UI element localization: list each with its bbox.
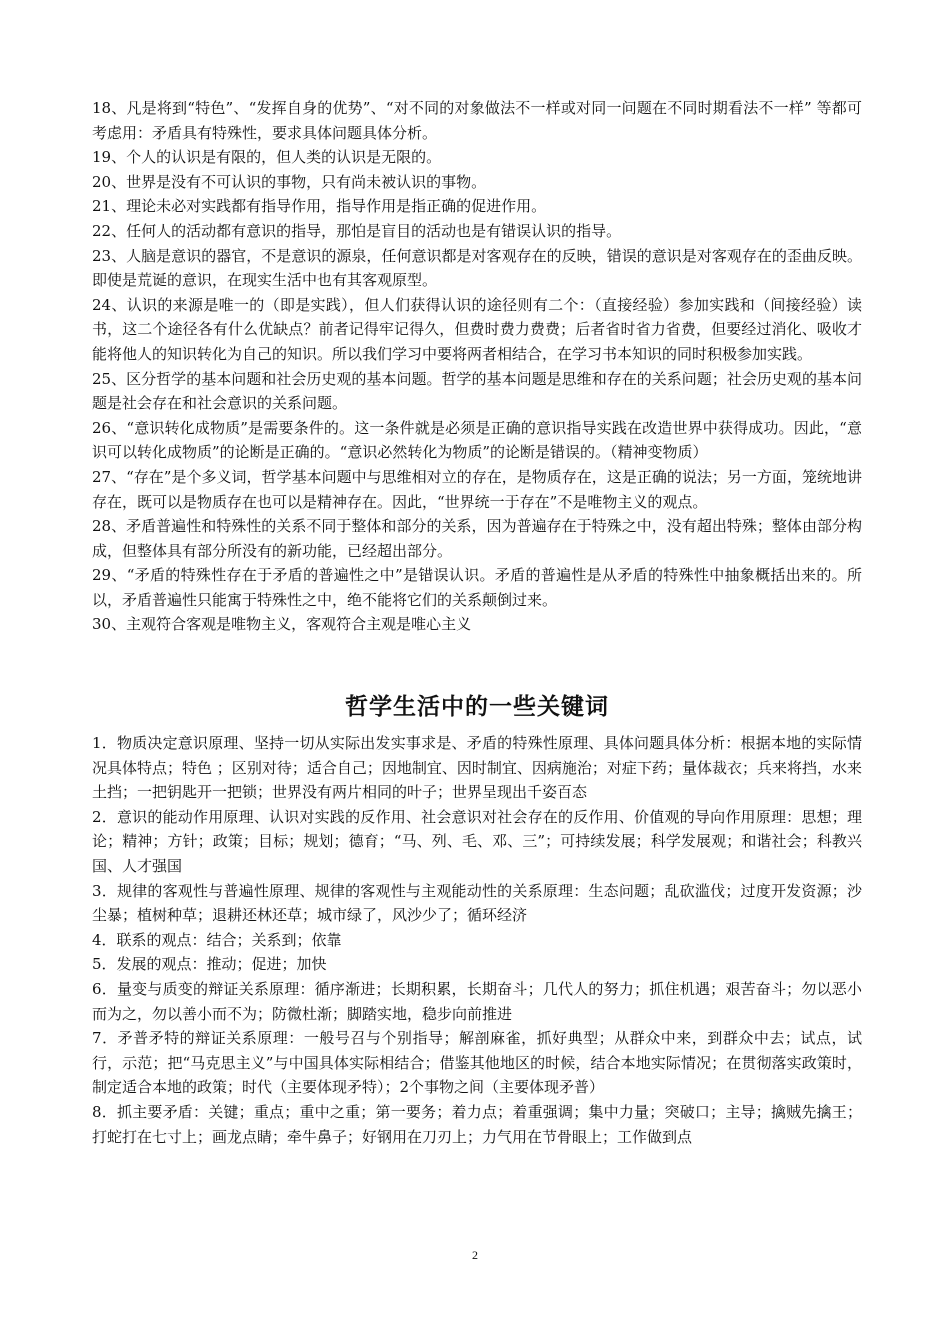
list-item: 4．联系的观点：结合；关系到；依靠 bbox=[92, 930, 342, 949]
list-item: 2．意识的能动作用原理、认识对实践的反作用、社会意识对社会存在的反作用、价值观的导向作用原理：思想；理论；精神；方针；政策；目标；规划；德育；“马、列、毛、邓、三”；可持续发展；科学发展观；和谐社会；科教兴国、人才强国 bbox=[92, 807, 862, 876]
list-item: 1．物质决定意识原理、坚持一切从实际出发实事求是、矛盾的特殊性原理、具体问题具体分析：根据本地的实际情况具体特点；特色 ；区别对待；适合自己；因地制宜、因时制宜、因病施治；对症下药；量体裁衣；兵来将挡，水来土挡；一把钥匙开一把锁；世界没有两片相同的叶子；世界呈现出千姿百态 bbox=[92, 734, 862, 802]
list-item: 24、认识的来源是唯一的（即是实践），但人们获得认识的途径则有二个：（直接经验）参加实践和（间接经验）读书，这二个途径各有什么优缺点？前者记得牢记得久，但费时费力费费；后者省时省力省费，但要经过消化、吸收才能将他人的知识转化为自己的知识。所以我们学习中要将两者相结合，在学习书本知识的同时积极参加实践。 bbox=[92, 295, 862, 363]
list-item: 19、个人的认识是有限的，但人类的认识是无限的。 bbox=[92, 148, 442, 167]
list-item: 30、主观符合客观是唯物主义，客观符合主观是唯心主义 bbox=[92, 615, 472, 634]
section-title: 哲学生活中的一些关键词 bbox=[345, 694, 609, 721]
section-spacer bbox=[92, 637, 862, 689]
second-section bbox=[92, 689, 862, 1149]
document-page bbox=[92, 96, 862, 1149]
list-item: 20、世界是没有不可认识的事物，只有尚未被认识的事物。 bbox=[92, 172, 487, 191]
list-item: 6．量变与质变的辩证关系原理：循序渐进；长期积累，长期奋斗；几代人的努力；抓住机遇；艰苦奋斗；勿以恶小而为之，勿以善小而不为；防微杜渐；脚踏实地，稳步向前推进 bbox=[92, 980, 862, 1023]
list-item: 18、凡是将到“特色”、“发挥自身的优势”、“对不同的对象做法不一样或对同一问题在不同时期看法不一样” 等都可考虑用：矛盾具有特殊性，要求具体问题具体分析。 bbox=[92, 99, 862, 142]
list-item: 8．抓主要矛盾：关键；重点；重中之重；第一要务；着力点；着重强调；集中力量；突破口；主导；擒贼先擒王；打蛇打在七寸上；画龙点睛；牵牛鼻子；好钢用在刀刃上；力气用在节骨眼上；工作做到点 bbox=[92, 1102, 862, 1146]
list-item: 23、人脑是意识的器官，不是意识的源泉，任何意识都是对客观存在的反映，错误的意识是对客观存在的歪曲反映。即使是荒诞的意识，在现实生活中也有其客观原型。 bbox=[92, 246, 862, 290]
first-section bbox=[92, 96, 862, 637]
list-item: 26、“意识转化成物质”是需要条件的。这一条件就是必须是正确的意识指导实践在改造世界中获得成功。因此，“意识可以转化成物质”的论断是正确的。“意识必然转化为物质”的论断是错误的。（精神变物质） bbox=[92, 418, 862, 462]
list-item: 5．发展的观点：推动；促进；加快 bbox=[92, 955, 327, 974]
list-item: 7．矛普矛特的辩证关系原理：一般号召与个别指导；解剖麻雀，抓好典型；从群众中来，到群众中去；试点，试行，示范；把“马克思主义”与中国具体实际相结合；借鉴其他地区的时候，结合本地实际情况；在贯彻落实政策时，制定适合本地的政策；时代（主要体现矛特）；2个事物之间（主要体现矛普） bbox=[92, 1029, 862, 1097]
page-number: 2 bbox=[472, 1248, 478, 1262]
list-item: 25、区分哲学的基本问题和社会历史观的基本问题。哲学的基本问题是思维和存在的关系问题；社会历史观的基本问题是社会存在和社会意识的关系问题。 bbox=[92, 369, 862, 413]
list-item: 29、“矛盾的特殊性存在于矛盾的普遍性之中”是错误认识。矛盾的普遍性是从矛盾的特殊性中抽象概括出来的。所以，矛盾普遍性只能寓于特殊性之中，绝不能将它们的关系颠倒过来。 bbox=[92, 566, 862, 609]
list-item: 21、理论未必对实践都有指导作用，指导作用是指正确的促进作用。 bbox=[92, 197, 547, 216]
list-item: 28、矛盾普遍性和特殊性的关系不同于整体和部分的关系，因为普遍存在于特殊之中，没有超出特殊；整体由部分构成，但整体具有部分所没有的新功能，已经超出部分。 bbox=[92, 517, 862, 560]
list-item: 27、“存在”是个多义词，哲学基本问题中与思维相对立的存在，是物质存在，这是正确的说法；另一方面，笼统地讲存在，既可以是物质存在也可以是精神存在。因此，“世界统一于存在”不是唯物主义的观点。 bbox=[92, 467, 862, 511]
list-item: 22、任何人的活动都有意识的指导，那怕是盲目的活动也是有错误认识的指导。 bbox=[92, 221, 622, 240]
list-item: 3．规律的客观性与普遍性原理、规律的客观性与主观能动性的关系原理：生态问题；乱砍滥伐；过度开发资源；沙尘暴；植树种草；退耕还林还草；城市绿了，风沙少了；循环经济 bbox=[92, 881, 862, 925]
